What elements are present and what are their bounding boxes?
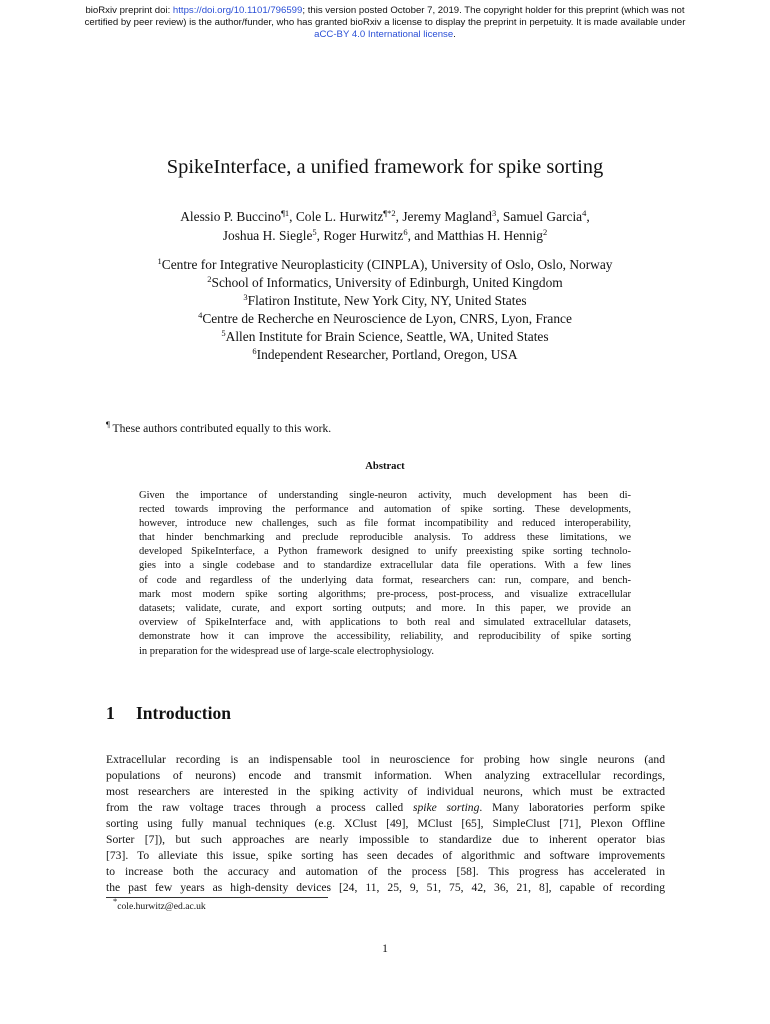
page-number: 1	[382, 942, 388, 955]
abstract-line: in preparation for the widespread use of large-scale electrophysiology.	[139, 646, 435, 657]
equal-contribution-note: ¶ These authors contributed equally to this work.	[106, 419, 332, 435]
license-link[interactable]: aCC-BY 4.0 International license	[314, 29, 454, 40]
affiliation: $^5$Allen Institute for Brain Science, Seattle, WA, United States	[221, 328, 549, 344]
body-line: populations of neurons) encode and transmit information. When analyzing extracellular recordings,	[106, 769, 665, 782]
author-mark: ¶1	[281, 208, 290, 218]
abstract-line: rected towards improving the performance and automation of spike sorting. These developments,	[139, 504, 631, 515]
section-number: 1	[106, 703, 115, 723]
affiliation: $^2$School of Informatics, University of Edinburgh, United Kingdom	[207, 274, 563, 290]
body-line: to increase both the accuracy and automation of the process [58]. This progress has accelerated in	[106, 865, 665, 878]
paper-title: SpikeInterface, a unified framework for spike sorting	[166, 156, 604, 178]
banner-line-2: certified by peer review) is the author/funder, who has granted bioRxiv a license to display the preprint in perpetuity. It is made available under	[84, 17, 686, 28]
author-mark: 6	[403, 227, 408, 237]
abstract-line: of code and regardless of the underlying data format, researchers can: run, compare, and bench-	[139, 575, 631, 586]
author-name: Cole L. Hurwitz	[295, 209, 384, 224]
author-name: Matthias H. Hennig	[436, 228, 543, 243]
abstract-line: datasets; validate, curate, and export sorting outputs; and more. In this paper, we provide an	[139, 603, 631, 614]
author-name: Roger Hurwitz	[323, 228, 404, 243]
abstract-line: gies into a single codebase and to standardize extracellular data file operations. With a few lines	[139, 560, 631, 571]
author-mark: 4	[582, 208, 587, 218]
footnote-email: cole.hurwitz@ed.ac.uk	[117, 901, 206, 912]
affiliation: $^1$Centre for Integrative Neuroplasticity (CINPLA), University of Oslo, Oslo, Norway	[157, 256, 613, 272]
author-line-2: Joshua H. Siegle$^5$, Roger Hurwitz$^6$, and Matthias H. Hennig$^2$	[222, 227, 548, 243]
abstract-line: demonstrate how it can improve the accessibility, reliability, and reproducibility of spike sorting	[139, 631, 631, 642]
banner-line-3: aCC-BY 4.0 International license.	[314, 29, 456, 40]
affiliation: $^4$Centre de Recherche en Neuroscience de Lyon, CNRS, Lyon, France	[198, 310, 572, 326]
banner-line-1: bioRxiv preprint doi: https://doi.org/10.1101/796599; this version posted October 7, 2019. The copyright holder for this preprint (which was not	[85, 5, 685, 16]
body-line: sorting using fully manual techniques (e.g. XClust [49], MClust [65], SimpleClust [71], Plexon Offline	[106, 817, 665, 830]
section-heading	[106, 703, 231, 724]
affiliation-list	[0, 256, 770, 364]
author-mark: ¶*2	[383, 208, 396, 218]
body-line: [73]. To alleviate this issue, spike sorting has seen decades of algorithmic and software improvements	[106, 849, 665, 862]
emphasis-term: spike sorting	[412, 801, 480, 814]
abstract-heading: Abstract	[365, 461, 405, 472]
abstract-line: developed SpikeInterface, a Python framework designed to unify preexisting spike sorting technolo-	[139, 546, 631, 557]
body-line: from the raw voltage traces through a process called spike sorting. Many laboratories perform spike	[106, 801, 666, 814]
affiliation: $^3$Flatiron Institute, New York City, NY, United States	[243, 292, 527, 308]
author-name: Joshua H. Siegle	[222, 228, 313, 243]
abstract-line: overview of SpikeInterface and, with applications to both real and simulated extracellular datasets,	[139, 617, 631, 628]
body-line: Sorter [7]), but such approaches are nearly impossible to standardize due to inherent operator bias	[106, 833, 665, 846]
affiliation: $^6$Independent Researcher, Portland, Oregon, USA	[252, 346, 518, 362]
author-list	[0, 207, 770, 245]
section-title: Introduction	[136, 703, 231, 723]
body-line: Extracellular recording is an indispensable tool in neuroscience for probing how single neurons (and	[106, 753, 665, 766]
abstract-line: that hinder benchmarking and preclude reproducible analysis. To address these limitations, we	[139, 532, 631, 543]
author-name: Samuel Garcia	[502, 209, 583, 224]
abstract-line: however, introduce new challenges, such as file format incompatibility and reduced interoperability,	[139, 518, 631, 529]
body-line: the past few years as high-density devices [24, 11, 25, 9, 51, 75, 42, 36, 21, 8], capable of recording	[106, 881, 665, 894]
author-mark: 5	[312, 227, 317, 237]
author-mark: 3	[491, 208, 497, 218]
author-name: Alessio P. Buccino	[180, 209, 282, 224]
author-mark: 2	[542, 227, 548, 237]
abstract-line: Given the importance of understanding single-neuron activity, much development has been di-	[139, 490, 631, 501]
footnote: *cole.hurwitz@ed.ac.uk	[113, 896, 206, 912]
author-name: Jeremy Magland	[402, 209, 492, 224]
author-line-1: Alessio P. Buccino$^{\P 1}$, Cole L. Hurwitz$^{\P*2}$, Jeremy Magland$^3$, Samuel Garcia$^4$,	[180, 208, 590, 224]
doi-link[interactable]: https://doi.org/10.1101/796599	[172, 5, 303, 16]
preprint-banner	[40, 5, 730, 41]
footnote-rule	[106, 897, 328, 898]
body-line: most researchers are interested in the spiking activity of individual neurons, which must be extracted	[106, 785, 665, 798]
abstract-line: mark most modern spike sorting algorithms; pre-process, post-process, and visualize extracellular	[139, 589, 631, 600]
